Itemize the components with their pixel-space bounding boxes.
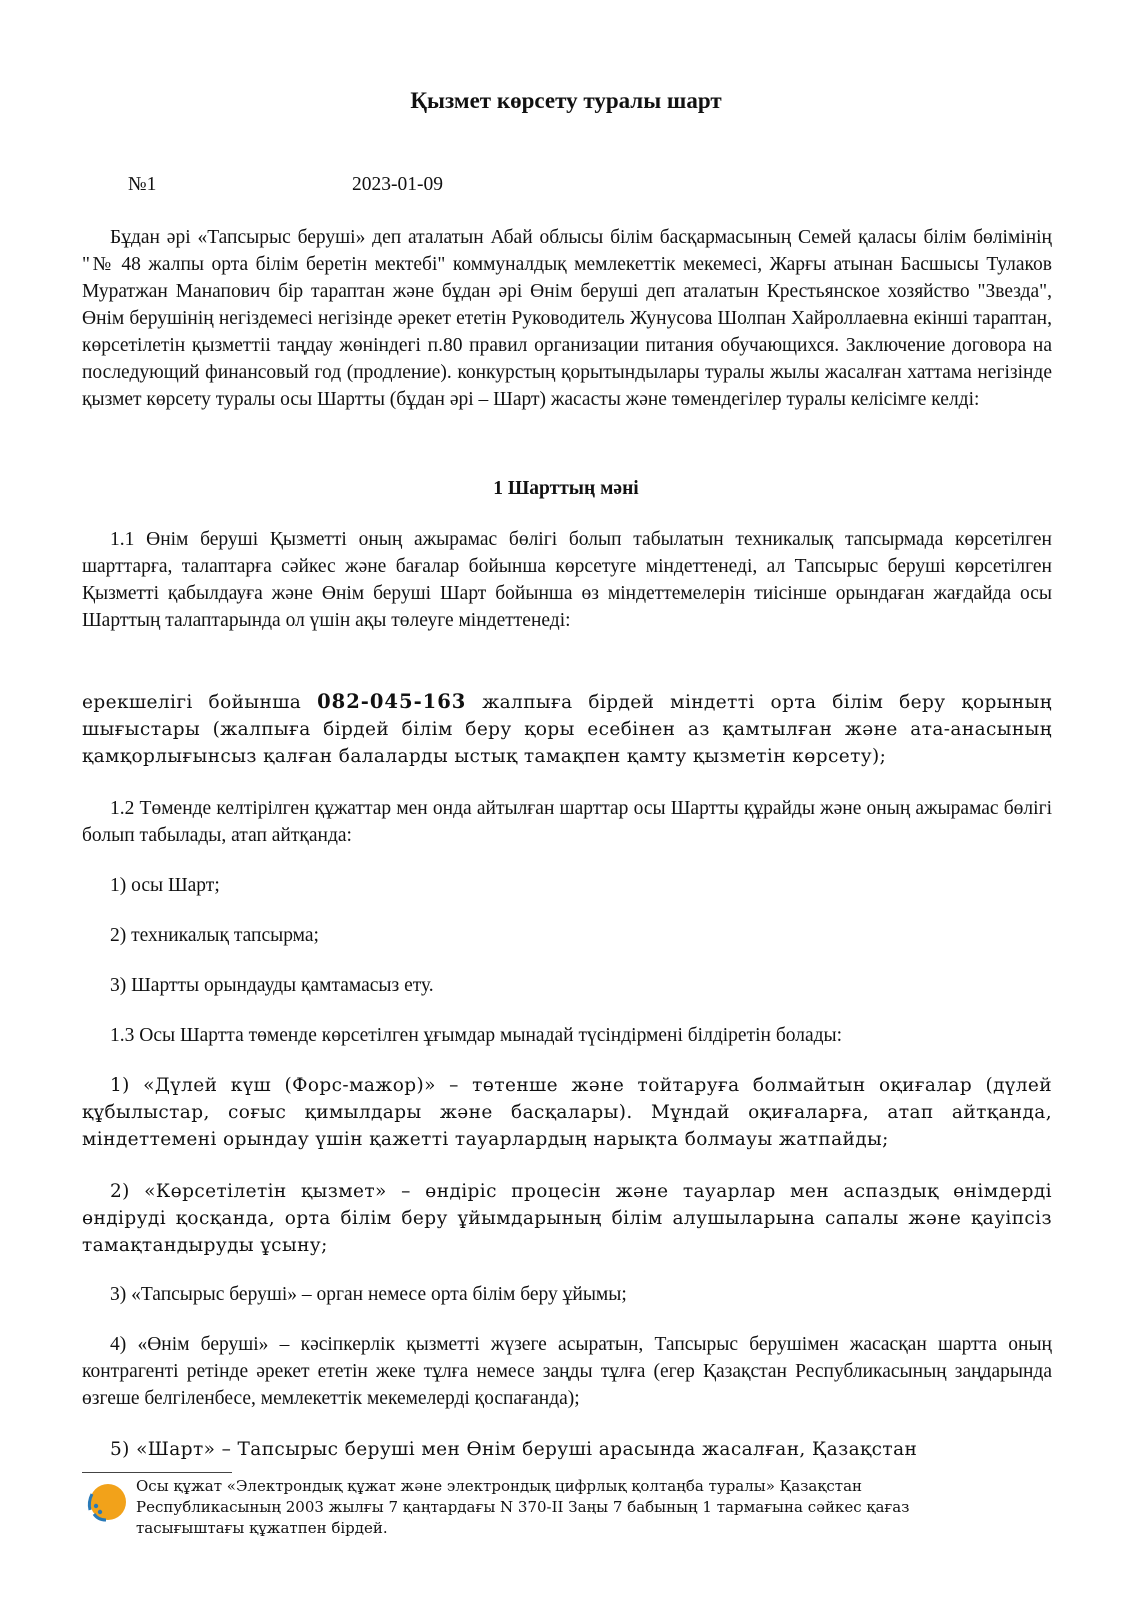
footer-divider [82, 1472, 232, 1473]
docs-list-item: 1) осы Шарт; [110, 875, 220, 896]
contract-number: №1 [128, 174, 157, 195]
egov-seal-icon [84, 1480, 128, 1524]
definition-contract-partial: 5) «Шарт» – Тапсырыс беруші мен Өнім беруші арасында жасалған, Қазақстан [110, 1439, 918, 1460]
document-title: Қызмет көрсету туралы шарт [410, 88, 722, 113]
clause-1-2: 1.2 Төменде келтірілген құжаттар мен онда айтылған шарттар осы Шартты құрайды және оның ажырамас бөлігі болып табылады, атап айтқанда: [82, 798, 1052, 846]
footer-legal-note: Осы құжат «Электрондық құжат және электрондық цифрлық қолтаңба туралы» Қазақстан Республикасының 2003 жылғы 7 қаңтардағы N 370-II Заңы 7 бабының 1 тармағына сәйкес қағаз тасығыштағы құжатпен бірдей. [136, 1476, 956, 1539]
intro-paragraph: Бұдан әрі «Тапсырыс беруші» деп аталатын Абай облысы білім басқармасының Семей қаласы білім бөлімінің "№ 48 жалпы орта білім беретін мектебі" коммуналдық мемлекеттік мекемесі, Жарғы атынан Басшысы Тулаков Муратжан Манапович бір тараптан және бұдан әрі Өнім беруші деп аталатын Крестьянское хозяйство "Звезда", Өнім берушінің негіздемесі негізінде әрекет ететін Руководитель Жунусова Шолпан Хайроллаевна екінші тараптан, көрсетілетін қызметтіі таңдау жөніндегі п.80 правил организации питания обучающихся. Заключение договора на последующий финансовый год (продление). конкурстың қорытындылары туралы жылы жасалған хаттама негізінде қызмет көрсету туралы осы Шартты (бұдан әрі – Шарт) жасасты және төмендегілер туралы келісімге келді: [82, 227, 1052, 410]
definition-customer: 3) «Тапсырыс беруші» – орган немесе орта білім беру ұйымы; [110, 1284, 627, 1305]
contract-date: 2023-01-09 [352, 174, 443, 195]
definition-service: 2) «Көрсетілетін қызмет» – өндіріс процесін және тауарлар мен аспаздық өнімдерді өндіруді қосқанда, орта білім беру ұйымдарының білім алушыларына сапалы және қауіпсіз тамақтандыруды ұсыну; [82, 1181, 1052, 1256]
docs-list-item: 3) Шартты орындауды қамтамасыз ету. [110, 975, 434, 996]
definition-force-majeure: 1) «Дүлей күш (Форс-мажор)» – төтенше және тойтаруға болмайтын оқиғалар (дүлей құбылыстар, соғыс қимылдары және басқалары). Мұндай оқиғаларға, атап айтқанда, міндеттемені орындау үшін қажетті тауарлардың нарықта болмауы жатпайды; [82, 1075, 1052, 1150]
clause-1-3: 1.3 Осы Шартта төменде көрсетілген ұғымдар мынадай түсіндірмені білдіретін болады: [110, 1025, 843, 1046]
feature-paragraph [82, 688, 1052, 770]
definition-supplier: 4) «Өнім беруші» – кәсіпкерлік қызметті жүзеге асыратын, Тапсырыс берушімен жасасқан шартта оның контрагенті ретінде әрекет ететін жеке тұлға немесе заңды тұлға (егер Қазақстан Республикасының заңдарында өзгеше белгіленбесе, мемлекеттік мекемелерді қоспағанда); [82, 1334, 1052, 1409]
feature-suffix: жалпыға бірдей міндетті орта білім беру қорының шығыстары (жалпыға бірдей білім беру қоры есебінен аз қамтылған және ата-анасының қамқорлығынсыз қалған балаларды ыстық тамақпен қамту қызметін көрсету); [82, 692, 1053, 767]
docs-list-item: 2) техникалық тапсырма; [110, 925, 319, 946]
section-1-heading: 1 Шарттың мәні [493, 478, 639, 499]
feature-prefix: ерекшелігі бойынша [82, 692, 302, 713]
budget-code: 082-045-163 [317, 690, 467, 713]
clause-1-1: 1.1 Өнім беруші Қызметті оның ажырамас бөлігі болып табылатын техникалық тапсырмада көрсетілген шарттарға, талаптарға сәйкес және бағалар бойынша көрсетуге міндеттенеді, ал Тапсырыс беруші көрсетілген Қызметті қабылдауға және Өнім беруші Шарт бойынша өз міндеттемелерін тиісінше орындаған жағдайда осы Шарттың талаптарында ол үшін ақы төлеуге міндеттенеді: [82, 529, 1052, 631]
